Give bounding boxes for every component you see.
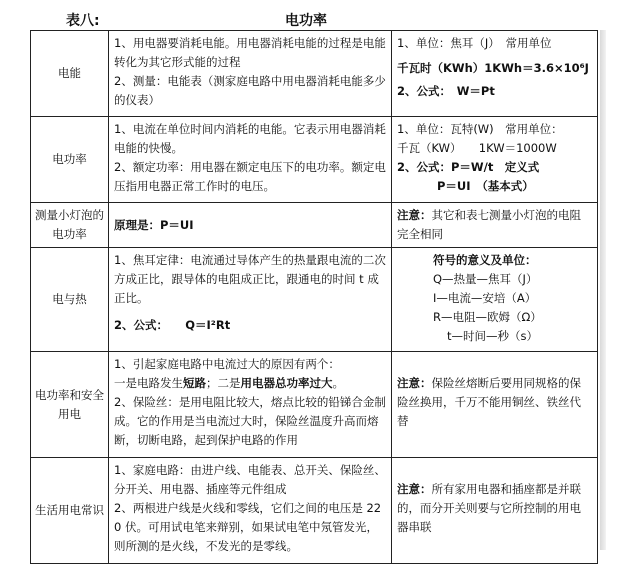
info-line: 千瓦时（KWh）1KWh＝3.6×10⁶J	[397, 61, 589, 75]
info-line: P＝UI （基本式）	[437, 179, 534, 193]
description-line: 2、保险丝：是用电阻比较大，熔点比较的铅锑合金制成。它的作用是当电流过大时，保险丝温度升高而熔断，切断电路，起到保护电路的作用	[114, 395, 386, 447]
description-cell	[109, 117, 392, 203]
info-line: 1、单位：瓦特(W) 常用单位：	[397, 122, 563, 136]
note-text: 其它和表七测量小灯泡的电阻完全相同	[397, 208, 581, 241]
description-cell	[109, 31, 392, 117]
table-row	[31, 248, 598, 352]
description-line	[114, 374, 386, 393]
description-cell	[109, 248, 392, 352]
summary-table	[30, 30, 598, 564]
description-line: 1、电流在单位时间内消耗的电能。它表示用电器消耗电能的快慢。	[114, 122, 386, 155]
info-line: 千瓦（KW） 1KW＝1000W	[397, 141, 557, 155]
row-heading: 电与热	[31, 248, 109, 352]
page-header	[30, 6, 600, 30]
description-line: 2、两根进户线是火线和零线，它们之间的电压是 220 伏。可用试电笔来辩别，如果试电笔中氖管发光，则所测的是火线，不发光的是零线。	[114, 501, 382, 553]
description-line: 1、焦耳定律：电流通过导体产生的热量跟电流的二次方成正比，跟导体的电阻成正比，跟通电的时间 t 成正比。	[114, 253, 386, 305]
note-cell	[392, 458, 598, 564]
info-line: 2、公式：P＝W/t 定义式	[397, 160, 540, 174]
table-row	[31, 203, 598, 248]
info-line: 1、单位：焦耳（J） 常用单位	[397, 36, 552, 50]
description-line: 原理是：P＝UI	[114, 217, 194, 232]
info-cell	[392, 31, 598, 117]
description-line: 1、引起家庭电路中电流过大的原因有两个：	[114, 357, 340, 371]
symbols-title: 符号的意义及单位：	[433, 253, 537, 267]
info-cell	[392, 117, 598, 203]
table-row	[31, 31, 598, 117]
description-line: 2、额定功率：用电器在额定电压下的电功率。额定电压指用电器正常工作时的电压。	[114, 160, 386, 193]
table-row	[31, 117, 598, 203]
symbol-line: t—时间—秒（s）	[447, 329, 538, 343]
page-title: 电功率	[285, 13, 327, 29]
table-row	[31, 458, 598, 564]
table-label: 表八:	[66, 13, 100, 29]
text-run: 。	[332, 376, 344, 390]
formula-line: 2、公式： Q＝I²Rt	[114, 318, 231, 332]
table-row	[31, 352, 598, 458]
text-run: ；二是	[206, 376, 241, 390]
text-run: 一是电路发生	[114, 376, 183, 390]
note-text: 所有家用电器和插座都是并联的，而分开关则要与它所控制的用电器串联	[397, 482, 581, 534]
symbol-line: R—电阻—欧姆（Ω）	[433, 310, 542, 324]
description-cell	[109, 458, 392, 564]
note-cell	[392, 352, 598, 458]
row-heading: 电功率	[31, 117, 109, 203]
description-line: 1、用电器要消耗电能。用电器消耗电能的过程是电能转化为其它形式能的过程	[114, 36, 386, 69]
info-line: 2、公式： W＝Pt	[397, 84, 495, 98]
note-label: 注意：	[397, 376, 432, 390]
description-line: 2、测量：电能表（测家庭电路中用电器消耗电能多少的仪表）	[114, 74, 386, 107]
row-heading: 电功率和安全用电	[31, 352, 109, 458]
row-heading: 电能	[31, 31, 109, 117]
symbol-line: I—电流—安培（A）	[433, 291, 537, 305]
symbols-cell	[392, 248, 598, 352]
row-heading: 测量小灯泡的电功率	[31, 203, 109, 248]
note-text: 保险丝熔断后要用同规格的保险丝换用，千万不能用铜丝、铁丝代替	[397, 376, 581, 428]
symbol-line: Q—热量—焦耳（J）	[433, 272, 538, 286]
row-heading: 生活用电常识	[31, 458, 109, 564]
note-label: 注意：	[397, 208, 432, 222]
description-cell	[109, 352, 392, 458]
note-cell	[392, 203, 598, 248]
emphasis-overload: 用电器总功率过大	[240, 376, 333, 390]
note-label: 注意：	[397, 482, 432, 496]
description-line: 1、家庭电路：由进户线、电能表、总开关、保险丝、分开关、用电器、插座等元件组成	[114, 463, 386, 496]
page-shadow	[600, 30, 606, 550]
emphasis-short-circuit: 短路	[183, 376, 206, 390]
description-cell	[109, 203, 392, 248]
